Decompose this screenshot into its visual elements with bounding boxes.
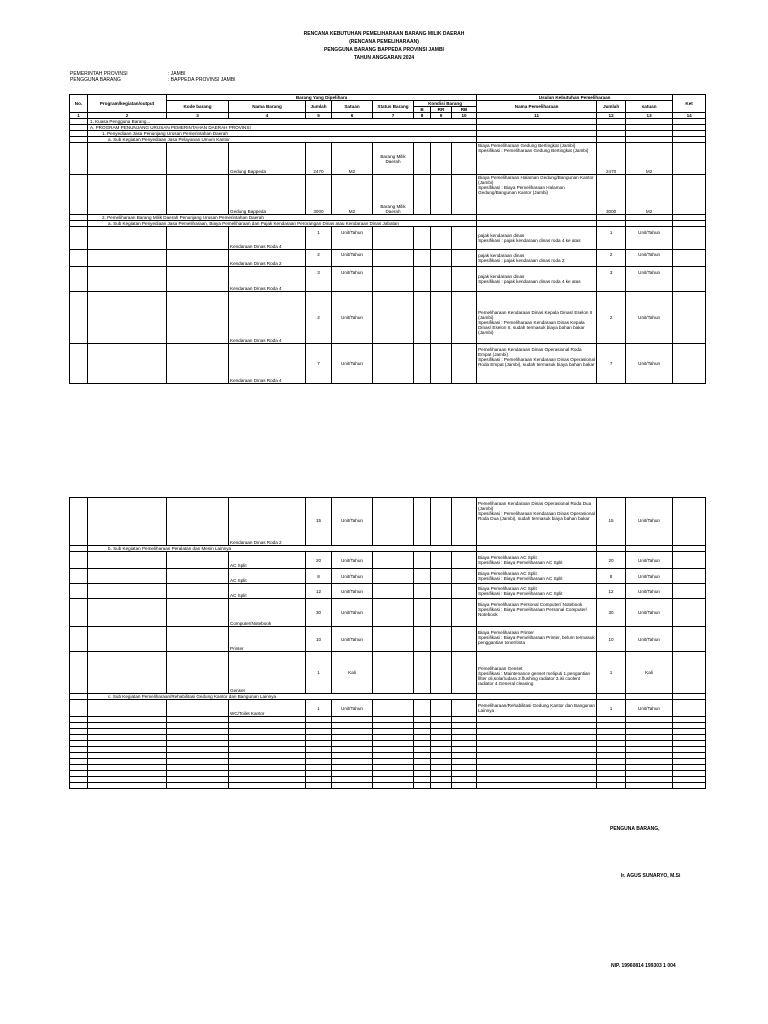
satuan: Unit/Tahun — [332, 700, 373, 717]
header-program: Program/kegiatan/output — [88, 95, 167, 113]
table-row — [70, 627, 706, 652]
jumlah-usulan: 20 — [597, 552, 626, 569]
jumlah-usulan: 12 — [597, 584, 626, 599]
table-row — [70, 344, 706, 384]
jumlah: 1 — [306, 700, 332, 717]
col-num: 9 — [431, 113, 452, 119]
nama-barang: Kendaraan Dinas Roda 2 — [229, 498, 306, 546]
col-num: 14 — [673, 113, 706, 119]
nama-barang: WC/Toilet Kantor — [229, 700, 306, 717]
col-num: 8 — [414, 113, 431, 119]
satuan-usulan: Unit/Tahun — [626, 292, 673, 344]
header-kondisi: Kondisi Barang — [414, 101, 477, 107]
col-num: 3 — [167, 113, 229, 119]
nama-barang: Kendaraan Dinas Roda 4 — [229, 267, 306, 292]
satuan-usulan: Unit/Tahun — [626, 227, 673, 250]
jumlah-usulan: 8 — [597, 569, 626, 584]
header-nama-pemeliharaan: Nama Pemeliharaan — [477, 101, 597, 113]
satuan: Unit/Tahun — [332, 344, 373, 384]
nama-pemeliharaan: pajak kendaraan dinas Spesifikasi : pajak kendaraan dinas roda 4 ke atas — [477, 227, 597, 250]
satuan-usulan: Unit/Tahun — [626, 552, 673, 569]
section-kuasa: 1. Kuasa Pengguna Barang... — [88, 119, 477, 125]
header-satuan: Satuan — [332, 101, 373, 113]
col-num: 2 — [88, 113, 167, 119]
jumlah-usulan: 3000 — [597, 175, 626, 215]
satuan: Unit/Tahun — [332, 584, 373, 599]
jumlah: 3000 — [306, 175, 332, 215]
doc-title-3: PENGGUNA BARANG BAPPEDA PROVINSI JAMBI — [324, 47, 444, 53]
satuan: Unit/Tahun — [332, 552, 373, 569]
jumlah: 10 — [306, 627, 332, 652]
header-status: Status Barang — [373, 101, 414, 113]
nama-barang: Gedung Bappeda — [229, 175, 306, 215]
empty-row — [70, 783, 706, 789]
header-rr: RR — [431, 107, 452, 113]
jumlah: 15 — [306, 498, 332, 546]
table-row — [70, 143, 706, 175]
nama-pemeliharaan: Biaya Pemeliharaan Personal Computer/ Notebook Spesifikasi : Biaya Pemeliharaan Personal Computer/ Notebook — [477, 599, 597, 627]
col-num: 12 — [597, 113, 626, 119]
nama-barang: Kendaraan Dinas Roda 4 — [229, 227, 306, 250]
status-barang: Barang Milik Daerah — [373, 143, 414, 175]
table-row — [70, 267, 706, 292]
jumlah-usulan: 1 — [597, 227, 626, 250]
section-sub-kendaraan: a. Sub Kegiatan Penyediaan Jasa Pemeliharaan, Biaya Pemeliharaan dan Pajak Kendaraan Perorangan Dinas atau Kendaraan Dinas Jabatan — [88, 221, 477, 227]
section-sub-gedung: c. Sub Kegiatan Pemeliharaan/Rehabilitasi Gedung Kantor dan Bangunan Lainnya — [88, 694, 477, 700]
jumlah: 20 — [306, 552, 332, 569]
nama-barang: AC Split — [229, 569, 306, 584]
header-ket: Ket — [673, 95, 706, 113]
header-group-usulan: Usulan Kebutuhan Pemeliharaan — [477, 95, 673, 101]
nama-pemeliharaan: Biaya Pemeliharaan AC Split Spesifikasi : Biaya Pemeliharaan AC Split — [477, 552, 597, 569]
jumlah-usulan: 15 — [597, 498, 626, 546]
status-barang: Barang Milik Daerah — [373, 175, 414, 215]
table-row — [70, 652, 706, 694]
col-num: 1 — [70, 113, 88, 119]
jumlah-usulan: 10 — [597, 627, 626, 652]
satuan-usulan: Unit/Tahun — [626, 627, 673, 652]
jumlah-usulan: 2 — [597, 292, 626, 344]
nama-pemeliharaan: Pemeliharaan Kendaraan Dinas Operasional Roda Dua (Jambi) Spesifikasi : Pemeliharaan Kendaraan Dinas Operasional Roda Dua (Jambi), sudah termasuk biaya bahan bakar — [477, 498, 597, 546]
nama-barang: Gedung Bappeda — [229, 143, 306, 175]
col-num: 10 — [452, 113, 477, 119]
meta-value-pengguna: : BAPPEDA PROVINSI JAMBI — [168, 77, 236, 83]
satuan: Unit/Tahun — [332, 498, 373, 546]
nama-barang: Kendaraan Dinas Roda 4 — [229, 292, 306, 344]
jumlah: 8 — [306, 569, 332, 584]
satuan-usulan: Unit/Tahun — [626, 700, 673, 717]
signature-name: Ir. AGUS SUNARYO, M.Si — [621, 873, 681, 879]
satuan: Kali — [332, 652, 373, 694]
col-num: 5 — [306, 113, 332, 119]
nama-pemeliharaan: Biaya Pemeliharaan Printer Spesifikasi : Biaya Pemeliharaan Printer, belum termasuk penggantian toner/tinta — [477, 627, 597, 652]
table-row — [70, 584, 706, 599]
col-num: 11 — [477, 113, 597, 119]
jumlah-usulan: 7 — [597, 344, 626, 384]
table-row — [70, 292, 706, 344]
nama-pemeliharaan: Biaya Pemeliharaan AC Split Spesifikasi : Biaya Pemeliharaan AC Split — [477, 569, 597, 584]
header-b: B — [414, 107, 431, 113]
satuan-usulan: Unit/Tahun — [626, 344, 673, 384]
satuan: Unit/Tahun — [332, 250, 373, 267]
jumlah: 3 — [306, 267, 332, 292]
nama-pemeliharaan: pajak kendaraan dinas Spesifikasi : pajak kendaraan dinas roda 2 — [477, 250, 597, 267]
satuan-usulan: M2 — [626, 143, 673, 175]
jumlah-usulan: 2470 — [597, 143, 626, 175]
header-jumlah2: Jumlah — [597, 101, 626, 113]
header-nama: Nama Barang — [229, 101, 306, 113]
satuan: M2 — [332, 143, 373, 175]
jumlah-usulan: 30 — [597, 599, 626, 627]
jumlah: 12 — [306, 584, 332, 599]
satuan-usulan: Unit/Tahun — [626, 599, 673, 627]
signature-nip: NIP. 19960814 199303 1 004 — [611, 963, 676, 969]
section-sub-peralatan: b. Sub Kegiatan Pemeliharaan Peralatan dan Mesin Lainnya — [88, 546, 477, 552]
col-num: 13 — [626, 113, 673, 119]
meta-value-pemerintah: : JAMBI — [168, 71, 186, 77]
satuan-usulan: Unit/Tahun — [626, 569, 673, 584]
header-no: No. — [70, 95, 88, 113]
doc-title-2: (RENCANA PEMELIHARAAN) — [349, 39, 419, 45]
header-rb: RB — [452, 107, 477, 113]
maintenance-table-page1 — [69, 94, 706, 384]
jumlah: 2 — [306, 250, 332, 267]
nama-pemeliharaan: Biaya Pemeliharaan AC Split Spesifikasi : Biaya Pemeliharaan AC Split — [477, 584, 597, 599]
jumlah-usulan: 2 — [597, 250, 626, 267]
section-penyediaan: 1. Penyediaan Jasa Penunjang Urusan Pemerintahan Daerah — [88, 131, 477, 137]
jumlah-usulan: 3 — [597, 267, 626, 292]
header-kode: Kode barang — [167, 101, 229, 113]
nama-barang: AC Split — [229, 584, 306, 599]
nama-barang: Genset — [229, 652, 306, 694]
nama-barang: Computer/Notebook — [229, 599, 306, 627]
nama-barang: Kendaraan Dinas Roda 4 — [229, 344, 306, 384]
header-jumlah: Jumlah — [306, 101, 332, 113]
jumlah: 1 — [306, 227, 332, 250]
table-row — [70, 498, 706, 546]
nama-pemeliharaan: pajak kendaraan dinas Spesifikasi : pajak kendaraan dinas roda 4 ke atas — [477, 267, 597, 292]
satuan: Unit/Tahun — [332, 569, 373, 584]
document-title-block — [0, 30, 768, 62]
table-row — [70, 175, 706, 215]
table-row — [70, 599, 706, 627]
header-group-dipelihara: Barang Yang Dipelihara — [167, 95, 477, 101]
satuan: Unit/Tahun — [332, 227, 373, 250]
satuan: Unit/Tahun — [332, 267, 373, 292]
meta-label-pengguna: PENGGUNA BARANG — [70, 77, 121, 83]
meta-block — [70, 71, 236, 83]
satuan: Unit/Tahun — [332, 599, 373, 627]
doc-title-4: TAHUN ANGGARAN 2024 — [353, 55, 415, 61]
jumlah-usulan: 1 — [597, 700, 626, 717]
jumlah: 1 — [306, 652, 332, 694]
satuan: Unit/Tahun — [332, 292, 373, 344]
section-program: A. PROGRAM PENUNJANG URUSAN PEMERINTAHAN DAERAH PROVINSI — [88, 125, 477, 131]
nama-pemeliharaan: Pemeliharaan Kendaraan Dinas Kepala Dinas/ Eselon II (Jambi) Spesifikasi : Pemeliharaan Kendaraan Dinas Kepala Dinas/ Eselon II, sudah termasuk biaya bahan bakar (Jambi) — [477, 292, 597, 344]
satuan-usulan: Unit/Tahun — [626, 498, 673, 546]
nama-pemeliharaan: Biaya Pemeliharaan Gedung Bertingkat (Jambi) Spesifikasi : Pemeliharaan Gedung Bertingkat (Jambi) — [477, 143, 597, 175]
maintenance-table-page2 — [69, 497, 706, 789]
nama-barang: Printer — [229, 627, 306, 652]
satuan-usulan: M2 — [626, 175, 673, 215]
col-num: 4 — [229, 113, 306, 119]
jumlah: 7 — [306, 344, 332, 384]
header-satuan2: satuan — [626, 101, 673, 113]
jumlah: 2470 — [306, 143, 332, 175]
satuan-usulan: Unit/Tahun — [626, 267, 673, 292]
nama-barang: Kendaraan Dinas Roda 2 — [229, 250, 306, 267]
satuan-usulan: Unit/Tahun — [626, 250, 673, 267]
satuan-usulan: Kali — [626, 652, 673, 694]
section-pemeliharaan-bmd: 2. Pemeliharaan Barang Milik Daerah Penunjang Urusan Pemerintahan Daerah — [88, 215, 477, 221]
meta-label-pemerintah: PEMERINTAH PROVINSI — [70, 71, 128, 77]
jumlah-usulan: 1 — [597, 652, 626, 694]
nama-barang: AC Split — [229, 552, 306, 569]
jumlah: 2 — [306, 292, 332, 344]
section-sub-umum: a. Sub Kegiatan Penyediaan Jasa Pelayanan Umum Kantor — [88, 137, 477, 143]
nama-pemeliharaan: Biaya Pemeliharaan Halaman Gedung/Bangunan Kantor (Jambi) Spesifikasi : Biaya Pemeliharaan Halaman Gedung/Bangunan Kantor (Jambi) — [477, 175, 597, 215]
table-row — [70, 250, 706, 267]
doc-title-1: RENCANA KEBUTUHAN PEMELIHARAAN BARANG MILIK DAERAH — [303, 31, 465, 37]
satuan-usulan: Unit/Tahun — [626, 584, 673, 599]
table-row — [70, 227, 706, 250]
nama-pemeliharaan: Pemeliharaan/Rehabilitasi Gedung Kantor dan Bangunan Lainnya — [477, 700, 597, 717]
nama-pemeliharaan: Pemeliharaan Kendaraan Dinas Operasional Roda Empat (Jambi) Spesifikasi : Pemeliharaan Kendaraan Dinas Operasional Roda Empat (Jambi), sudah termasuk biaya bahan bakar — [477, 344, 597, 384]
signature-title: PENGUNA BARANG, — [610, 826, 660, 832]
col-num: 7 — [373, 113, 414, 119]
table-row — [70, 700, 706, 717]
table-row — [70, 552, 706, 569]
jumlah: 30 — [306, 599, 332, 627]
satuan: M2 — [332, 175, 373, 215]
col-num: 6 — [332, 113, 373, 119]
satuan: Unit/Tahun — [332, 627, 373, 652]
table-row — [70, 569, 706, 584]
nama-pemeliharaan: Pemeliharaan Genset Spesifikasi : Maintenance genset meliputi 1.pengantian filter oli,solar\udara 2.flushing radiator 3.isi coolent radiator 4.General cleaning — [477, 652, 597, 694]
